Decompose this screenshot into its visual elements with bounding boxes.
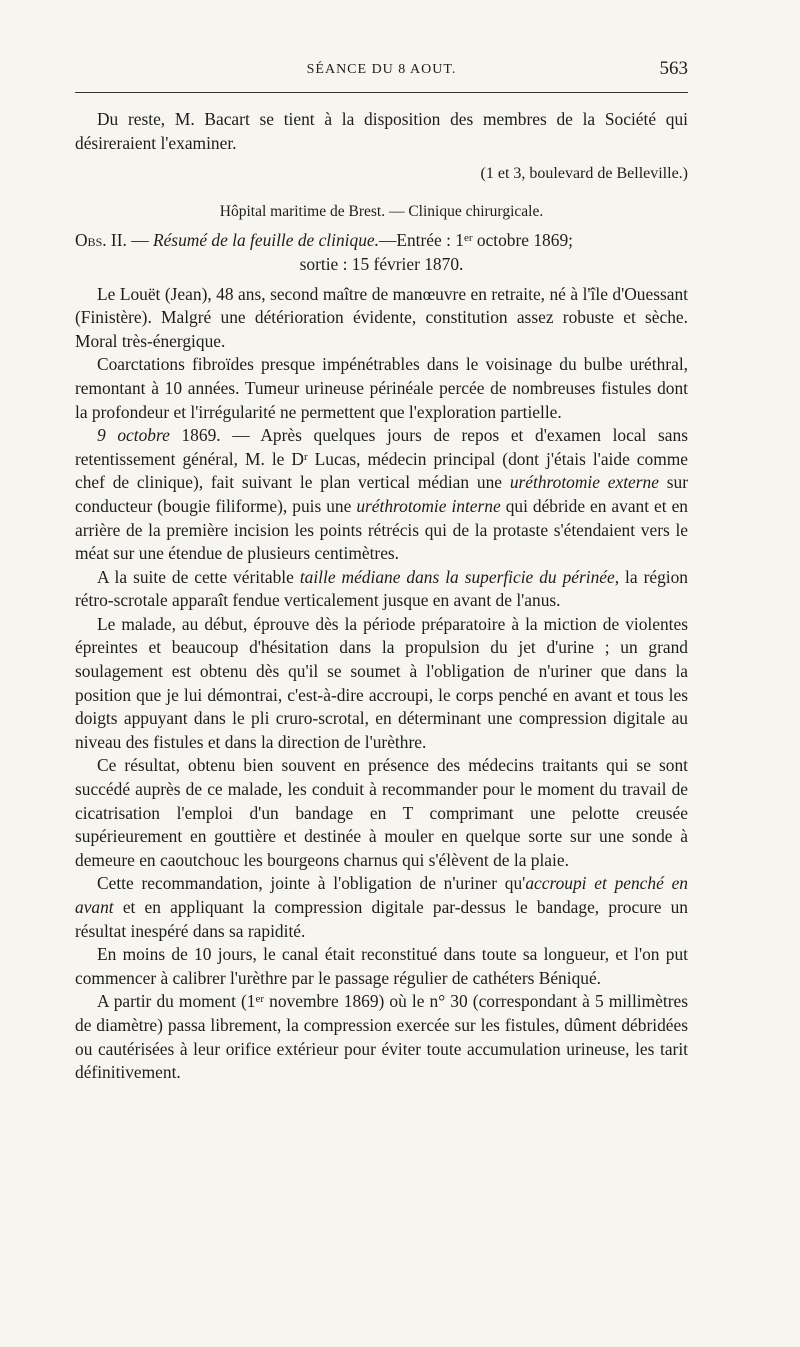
observation-label: Obs. II. — — [75, 230, 153, 251]
p4-text-b: la région rétro-scrotale apparaît fendue verticalement jusque en avant de l'anus. — [75, 566, 688, 611]
observation-exit: sortie : 15 février 1870. — [299, 253, 464, 274]
header-rule — [75, 92, 688, 93]
observation-heading — [75, 229, 688, 276]
paragraph-8: En moins de 10 jours, le canal était reconstitué dans toute sa longueur, et l'on put commencer à calibrer l'urèthre par le passage régulier de cathéters Béniqué. — [75, 944, 688, 988]
running-header — [75, 58, 688, 84]
hospital-line: Hôpital maritime de Brest. — Clinique chirurgicale. — [219, 202, 544, 220]
p7-italic: accroupi et penché en avant — [75, 873, 688, 917]
paragraph-9 — [75, 990, 688, 1084]
paragraph-1: Le Louët (Jean), 48 ans, second maître de manœuvre en retraite, né à l'île d'Ouessant (Finistère). Malgré une détérioration évidente, constitution assez robuste et sèche. Moral très-énergique. — [75, 283, 688, 351]
p3-italic-1: uréthrotomie externe — [509, 472, 659, 493]
p7-text-a: Cette recommandation, jointe à l'obligation de n'uriner qu' — [97, 873, 526, 894]
p3-text-d: qui débride en avant et en arrière de la première incision les points rétrécis qui de la protaste s'étendaient vers le méat sur une étendue de plusieurs centimètres. — [75, 495, 688, 564]
paragraph-3 — [75, 424, 688, 566]
observation-entry-sup: er — [463, 232, 473, 245]
p3-text-b: Lucas, médecin principal (dont j'étais l'aide comme chef de clinique), fait suivant le plan vertical médian une — [75, 448, 688, 493]
p3-date: 9 octobre — [97, 425, 170, 446]
p9-text-b: novembre 1869) où le n° 30 (correspondant à 5 millimètres de diamètre) passa librement, la compression exercée sur les fistules, dûment débridées ou cautérisées à leur orifice extérieur pour éviter toute accumulation urineuse, les tarit définitivement. — [75, 991, 688, 1083]
p3-text-c: sur conducteur (bougie filiforme), puis une — [75, 472, 689, 516]
paragraph-6: Ce résultat, obtenu bien souvent en présence des médecins traitants qui se sont succédé auprès de ce malade, les conduit à recommander pour le moment du travail de cicatrisation l'emploi d'un bandage en T comprimant une pelotte creusée supérieurement en gouttière et destinée à mouler en quelque sorte sur une sonde à demeure en caoutchouc les bourgeons charnus qui s'élèvent de la plaie. — [75, 755, 688, 870]
observation-title: Résumé de la feuille de clinique. — [152, 230, 379, 251]
intro-paragraph: Du reste, M. Bacart se tient à la disposition des membres de la Société qui désireraient l'examiner. — [75, 109, 688, 153]
paragraph-2: Coarctations fibroïdes presque impénétrables dans le voisinage du bulbe uréthral, remontant à 10 années. Tumeur urineuse périnéale percée de nombreuses fistules dont la profondeur et l'irrégularité ne permettent que l'exploration partielle. — [75, 354, 688, 422]
observation-entry-date: octobre 1869; — [472, 230, 573, 251]
p7-text-b: et en appliquant la compression digitale par-dessus le bandage, procure un résultat inespéré dans sa rapidité. — [75, 897, 688, 941]
p4-text-a: A la suite de cette véritable — [97, 566, 300, 587]
paragraph-4 — [75, 566, 688, 613]
p3-italic-2: uréthrotomie interne — [356, 495, 501, 516]
page-number: 563 — [659, 58, 688, 79]
p9-text-a: A partir du moment (1 — [97, 991, 256, 1012]
body-text — [75, 108, 688, 1085]
observation-entry: —Entrée : 1 — [378, 230, 464, 251]
p3-text-a: 1869. — Après quelques jours de repos et d'examen local sans retentissement général, M. le D — [75, 425, 688, 469]
p9-sup: er — [255, 993, 265, 1006]
paragraph-7 — [75, 872, 688, 943]
address-line: (1 et 3, boulevard de Belleville.) — [480, 165, 688, 183]
paragraph-5: Le malade, au début, éprouve dès la période préparatoire à la miction de violentes épreintes et beaucoup d'hésitation dans la propulsion du jet d'urine ; un grand soulagement est obtenu dès qu'il se soumet à l'obligation de n'uriner que dans la position que je lui démontrai, c'est-à-dire accroupi, le corps penché en avant et tous les doigts appuyant dans le pli cruro-scrotal, en déterminant une compression digitale au niveau des fistules et dans la direction de l'urèthre. — [75, 613, 688, 752]
p3-sup: r — [303, 450, 308, 463]
header-title: SÉANCE DU 8 AOUT. — [306, 62, 457, 77]
p4-italic: taille médiane dans la superficie du périnée, — [299, 566, 620, 587]
